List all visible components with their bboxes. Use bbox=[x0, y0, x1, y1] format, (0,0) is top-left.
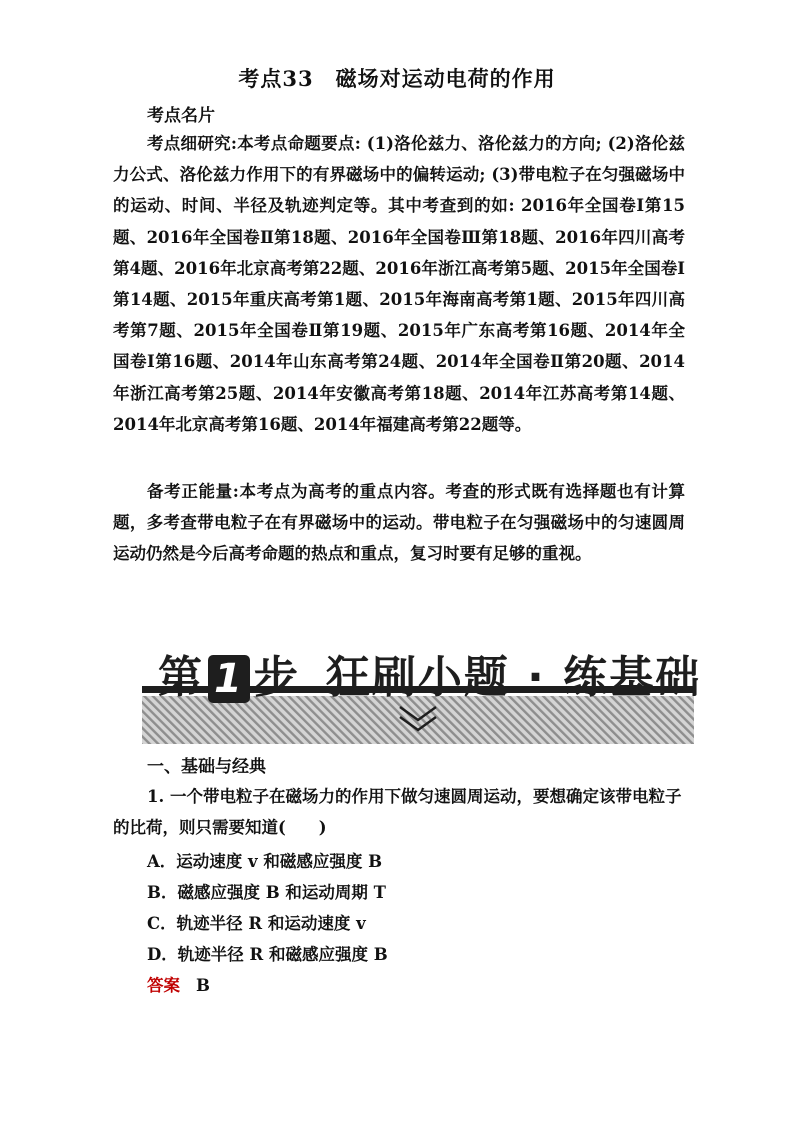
step-number-badge: 1 bbox=[208, 655, 250, 703]
option-d: D．轨迹半径 R 和磁感应强度 B bbox=[147, 945, 388, 964]
research-paragraph bbox=[113, 128, 685, 440]
banner-prefix: 第 bbox=[158, 652, 204, 703]
banner-text: 狂刷小题 · 练基础 bbox=[325, 652, 702, 703]
research-text: 本考点命题要点: (1)洛伦兹力、洛伦兹力的方向; (2)洛伦兹力公式、洛伦兹力作用下的有界磁场中的偏转运动; (3)带电粒子在匀强磁场中的运动、时间、半径及轨迹判定等。其中考查到的如: 2016年全国卷Ⅰ第15题、2016年全国卷Ⅱ第18题、2016年全国卷Ⅲ第18题、2016年四川高考第4题、2016年北京高考第22题、2016年浙江高考第5题、2015年全国卷Ⅰ第14题、2015年重庆高考第1题、2015年海南高考第1题、2015年四川高考第7题、2015年全国卷Ⅱ第19题、2015年广东高考第16题、2014年全国卷Ⅰ第16题、2014年山东高考第24题、2014年全国卷Ⅱ第20题、2014年浙江高考第25题、2014年安徽高考第18题、2014年江苏高考第14题、2014年北京高考第16题、2014年福建高考第22题等。 bbox=[113, 134, 686, 434]
card-label: 考点名片 bbox=[147, 106, 215, 126]
prep-paragraph bbox=[113, 476, 685, 570]
page-title: 考点33 磁场对运动电荷的作用 bbox=[238, 66, 556, 91]
prep-text: 本考点为高考的重点内容。考查的形式既有选择题也有计算题，多考查带电粒子在有界磁场中的运动。带电粒子在匀强磁场中的匀速圆周运动仍然是今后高考命题的热点和重点，复习时要有足够的重视。 bbox=[113, 482, 686, 564]
prep-label: 备考正能量: bbox=[147, 482, 239, 501]
section-heading: 一、基础与经典 bbox=[147, 757, 266, 777]
step-banner bbox=[142, 636, 702, 746]
question-1 bbox=[113, 781, 685, 843]
answer-label: 答案 bbox=[147, 976, 180, 995]
answer-line bbox=[147, 972, 210, 996]
question-number: 1. bbox=[147, 787, 165, 806]
answer-value: B bbox=[196, 976, 210, 995]
option-a: A．运动速度 v 和磁感应强度 B bbox=[147, 852, 383, 871]
banner-title bbox=[158, 641, 701, 705]
option-c: C．轨迹半径 R 和运动速度 v bbox=[147, 914, 366, 933]
question-text: 一个带电粒子在磁场力的作用下做匀速圆周运动，要想确定该带电粒子的比荷，则只需要知道( ) bbox=[113, 787, 682, 838]
research-label: 考点细研究: bbox=[147, 134, 237, 153]
banner-suffix: 步 bbox=[253, 652, 300, 703]
option-b: B．磁感应强度 B 和运动周期 T bbox=[147, 883, 386, 902]
